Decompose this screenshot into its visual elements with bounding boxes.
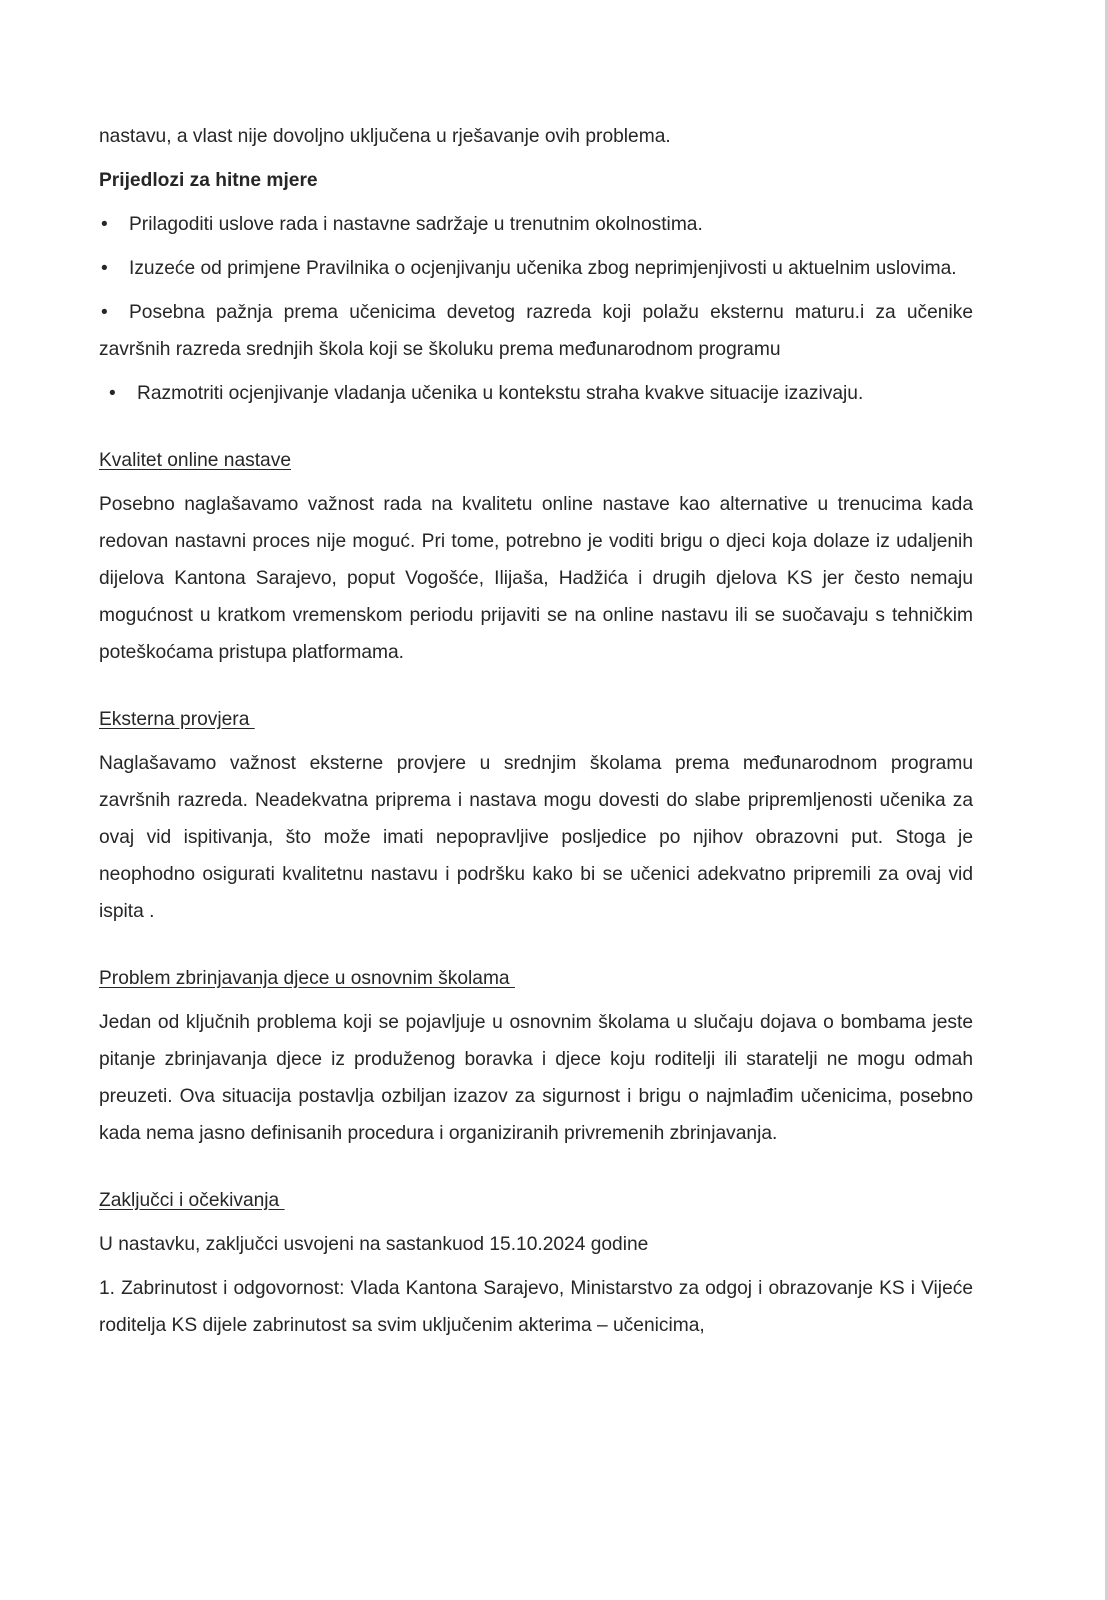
bullet-icon: • xyxy=(101,302,108,323)
intro-paragraph: nastavu, a vlast nije dovoljno uključena u rješavanje ovih problema. xyxy=(99,126,671,147)
list-item-text: Posebna pažnja prema učenicima devetog razreda koji polažu eksternu maturu.i za učenike završnih razreda srednjih škola koji se školuku prema međunarodnom programu xyxy=(99,302,973,360)
document-page xyxy=(99,118,973,1351)
list-item-text: Razmotriti ocjenjivanje vladanja učenika u kontekstu straha kvakve situacije izazivaju. xyxy=(137,383,864,404)
section-title-conclusions: Zaključci i očekivanja xyxy=(99,1190,285,1211)
conclusion-point-1: 1. Zabrinutost i odgovornost: Vlada Kantona Sarajevo, Ministarstvo za odgoj i obrazovanje KS i Vijeće roditelja KS dijele zabrinutost sa svim uključenim akterima – učenicima, xyxy=(99,1278,973,1336)
list-item xyxy=(99,294,973,368)
bullet-icon: • xyxy=(101,258,108,279)
list-item-text: Prilagoditi uslove rada i nastavne sadržaje u trenutnim okolnostima. xyxy=(129,214,703,235)
section-body-online-teaching: Posebno naglašavamo važnost rada na kvalitetu online nastave kao alternative u trenucima kada redovan nastavni proces nije moguć. Pri tome, potrebno je voditi brigu o djeci koja dolaze iz udaljenih dijelova Kantona Sarajevo, poput Vogošće, Ilijaša, Hadžića i drugih djelova KS jer često nemaju mogućnost u kratkom vremenskom periodu prijaviti se na online nastavu ili se suočavaju s tehničkim poteškoćama pristupa platformama. xyxy=(99,494,973,663)
urgent-measures-heading: Prijedlozi za hitne mjere xyxy=(99,170,318,191)
section-title-online-teaching: Kvalitet online nastave xyxy=(99,450,291,471)
bullet-icon: • xyxy=(109,383,116,404)
list-item xyxy=(99,206,973,243)
conclusions-intro: U nastavku, zaključci usvojeni na sastankuod 15.10.2024 godine xyxy=(99,1234,649,1255)
list-item xyxy=(99,250,973,287)
section-body-child-care: Jedan od ključnih problema koji se pojavljuje u osnovnim školama u slučaju dojava o bombama jeste pitanje zbrinjavanja djece iz produženog boravka i djece koju roditelji ili staratelji ne mogu odmah preuzeti. Ova situacija postavlja ozbiljan izazov za sigurnost i brigu o najmlađim učenicima, posebno kada nema jasno definisanih procedura i organiziranih privremenih zbrinjavanja. xyxy=(99,1012,973,1144)
section-title-external-exam: Eksterna provjera xyxy=(99,709,255,730)
section-title-child-care: Problem zbrinjavanja djece u osnovnim školama xyxy=(99,968,515,989)
section-body-external-exam: Naglašavamo važnost eksterne provjere u srednjim školama prema međunarodnom programu završnih razreda. Neadekvatna priprema i nastava mogu dovesti do slabe pripremljenosti učenika za ovaj vid ispitivanja, što može imati nepopravljive posljedice po njihov obrazovni put. Stoga je neophodno osigurati kvalitetnu nastavu i podršku kako bi se učenici adekvatno pripremili za ovaj vid ispita . xyxy=(99,753,973,922)
list-item-text: Izuzeće od primjene Pravilnika o ocjenjivanju učenika zbog neprimjenjivosti u aktuelnim uslovima. xyxy=(129,258,957,279)
list-item xyxy=(99,375,973,412)
bullet-icon: • xyxy=(101,214,108,235)
